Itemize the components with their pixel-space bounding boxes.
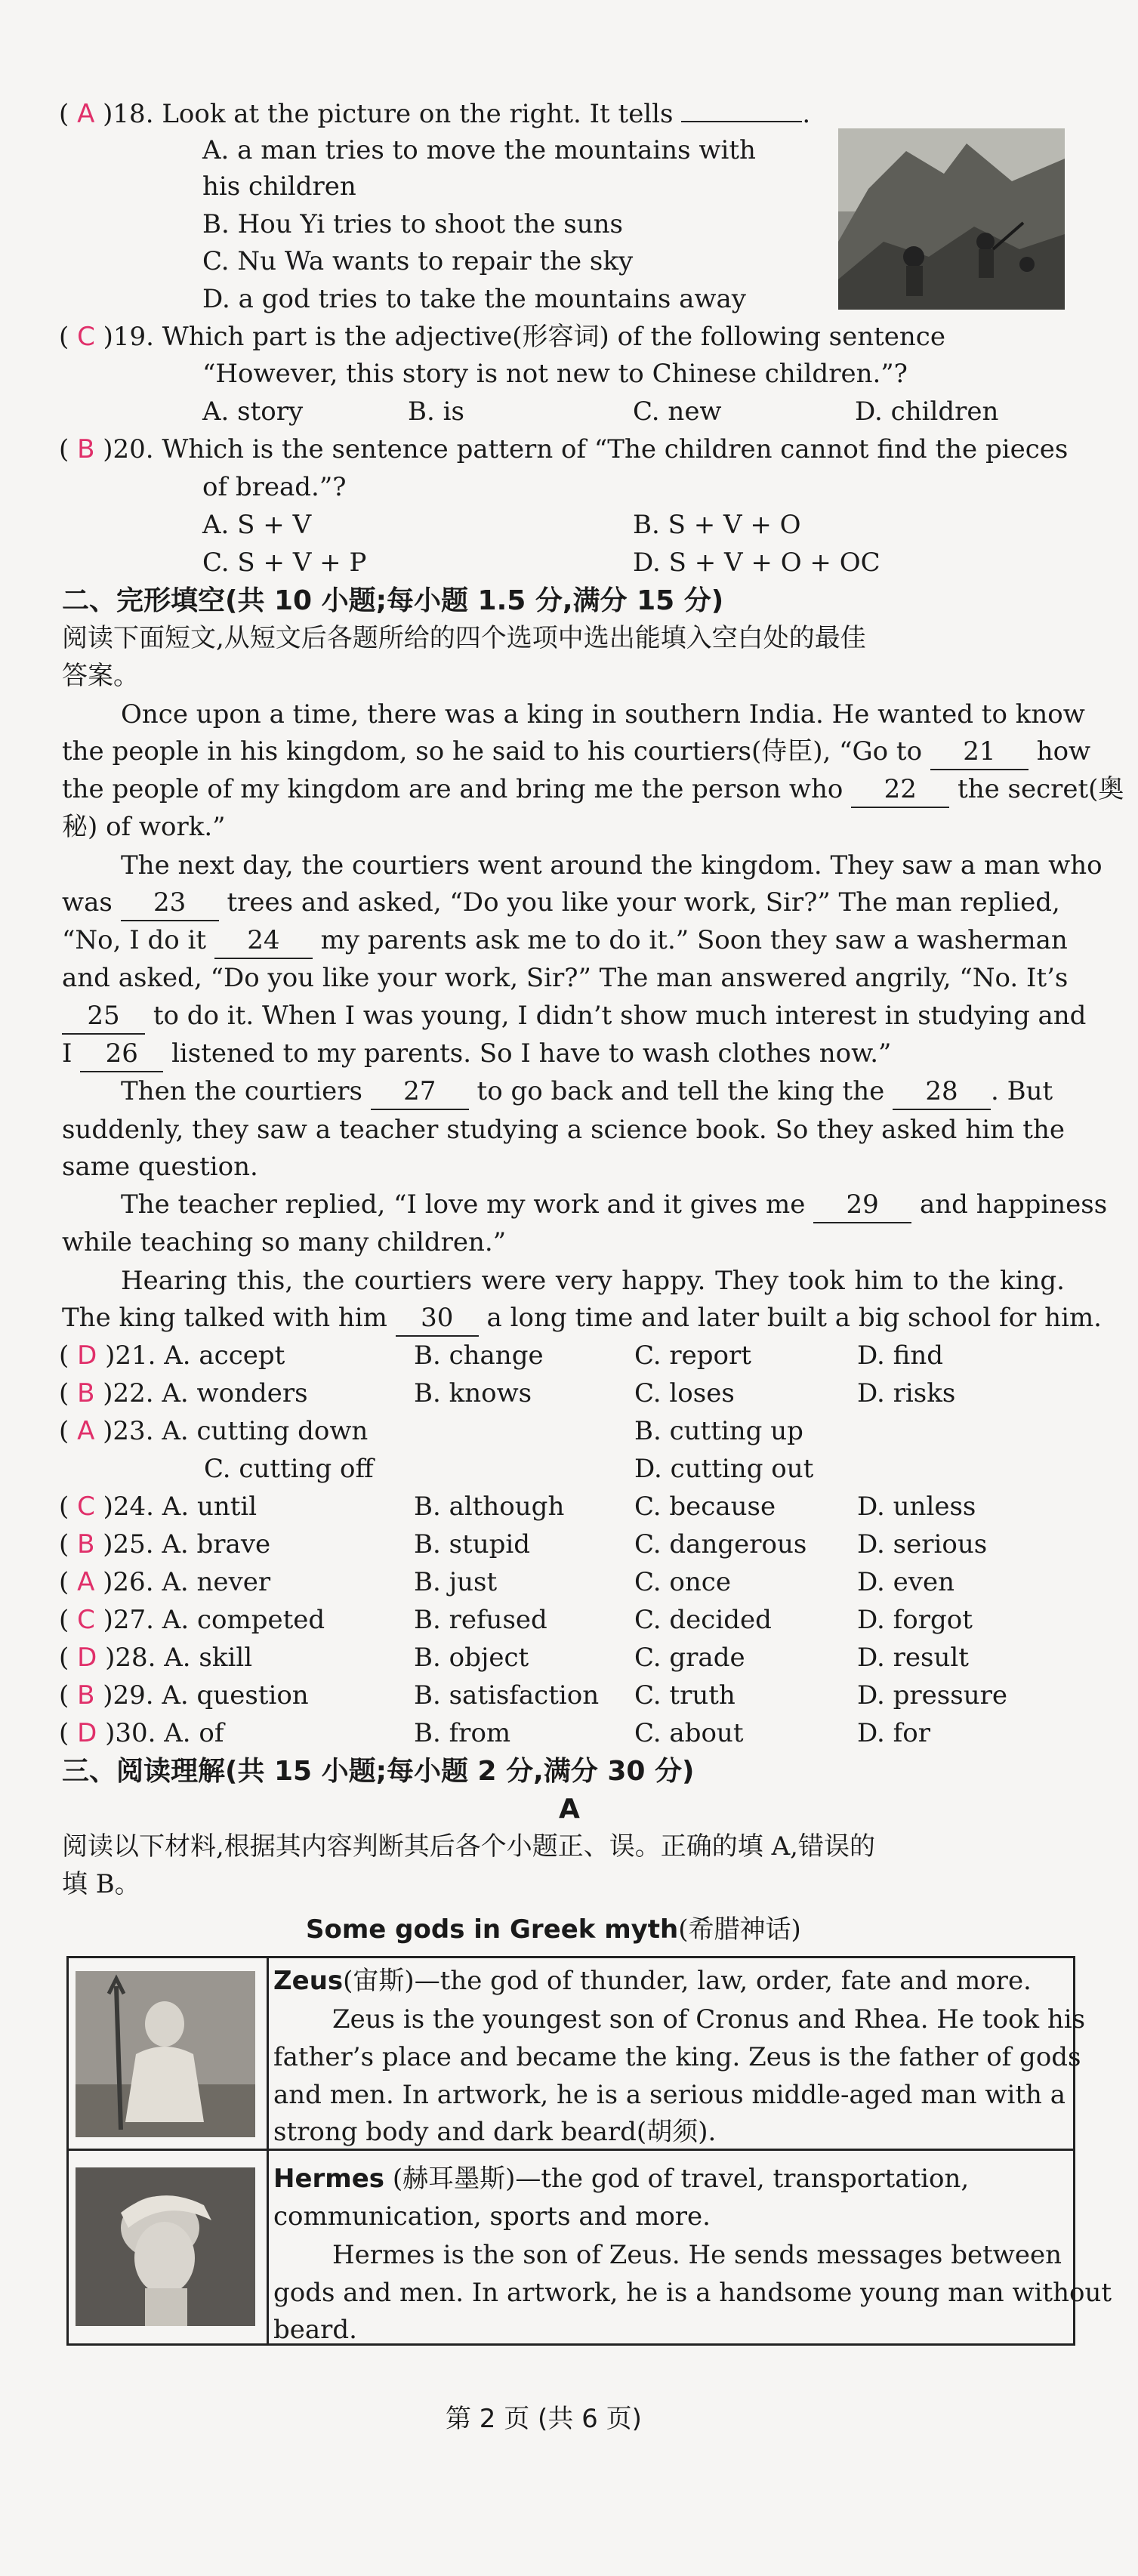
q18-option: C. Nu Wa wants to repair the sky: [202, 246, 634, 276]
choice-option: C. dangerous: [634, 1529, 807, 1559]
choice-option: B. change: [414, 1340, 544, 1371]
choice-option: C. grade: [634, 1643, 745, 1673]
choice-row-29: ( B )29. A. question: [59, 1680, 309, 1711]
choice-option: C. truth: [634, 1680, 736, 1711]
part-a-label: A: [559, 1794, 580, 1825]
q18-option: B. Hou Yi tries to shoot the suns: [202, 209, 623, 239]
passage-line: The next day, the courtiers went around the kingdom. They saw a man who: [121, 850, 1103, 881]
zeus-text: and men. In artwork, he is a serious middle-aged man with a: [273, 2080, 1066, 2110]
q19-option: A. story: [202, 396, 304, 427]
q18-option: his children: [202, 171, 356, 202]
choice-option: B. just: [414, 1567, 498, 1597]
choice-option: C. once: [634, 1567, 731, 1597]
yugong-picture: [838, 128, 1065, 310]
q18-option: A. a man tries to move the mountains with: [202, 135, 756, 165]
hermes-text: gods and men. In artwork, he is a handsome young man without: [273, 2278, 1112, 2308]
choice-row-21: ( D )21. A. accept: [59, 1340, 285, 1371]
section-3-instruction: 阅读以下材料,根据其内容判断其后各个小题正、误。正确的填 A,错误的: [62, 1831, 875, 1862]
choice-option: C. about: [634, 1718, 744, 1748]
choice-option: D. serious: [857, 1529, 988, 1559]
hermes-text: Hermes is the son of Zeus. He sends messages between: [332, 2240, 1062, 2270]
choice-option: C. because: [634, 1492, 776, 1522]
page-footer: 第 2 页 (共 6 页): [446, 2404, 642, 2434]
passage-line: the people of my kingdom are and bring me the person who 22 the secret(奥: [62, 772, 1124, 808]
section-2-instruction: 答案。: [62, 661, 139, 691]
q19-option: D. children: [855, 396, 999, 427]
zeus-text: Zeus is the youngest son of Cronus and Rhea. He took his: [332, 2004, 1086, 2035]
q18-option: D. a god tries to take the mountains away: [202, 284, 746, 314]
choice-row-30: ( D )30. A. of: [59, 1718, 224, 1748]
answer-18: A: [77, 99, 95, 129]
choice-row-26: ( A )26. A. never: [59, 1567, 271, 1597]
section-2-title: 二、完形填空(共 10 小题;每小题 1.5 分,满分 15 分): [62, 585, 724, 616]
section-2-instruction: 阅读下面短文,从短文后各题所给的四个选项中选出能填入空白处的最佳: [62, 623, 866, 653]
choice-option: B. from: [414, 1718, 511, 1748]
passage-line: I 26 listened to my parents. So I have to wash clothes now.”: [62, 1036, 891, 1072]
passage-line: The teacher replied, “I love my work and it gives me 29 and happiness: [121, 1187, 1107, 1223]
zeus-heading: Zeus(宙斯)—the god of thunder, law, order, fate and more.: [273, 1966, 1032, 1996]
answer-19: C: [77, 322, 95, 352]
passage-line: and asked, “Do you like your work, Sir?” The man answered angrily, “No. It’s: [62, 963, 1069, 993]
choice-option: C. report: [634, 1340, 751, 1371]
choice-option: B. knows: [414, 1378, 532, 1408]
choice-option: D. unless: [857, 1492, 976, 1522]
question-20: ( B )20. Which is the sentence pattern of “The children cannot find the pieces: [59, 434, 1069, 464]
q19-stem-cont: “However, this story is not new to Chinese children.”?: [202, 359, 908, 389]
table-title: Some gods in Greek myth(希腊神话): [306, 1914, 801, 1945]
passage-line: 秘) of work.”: [62, 812, 226, 842]
zeus-text: father’s place and became the king. Zeus is the father of gods: [273, 2042, 1081, 2072]
choice-option: D. even: [857, 1567, 955, 1597]
choice-option: B. stupid: [414, 1529, 531, 1559]
choice-row-25: ( B )25. A. brave: [59, 1529, 271, 1559]
question-19: ( C )19. Which part is the adjective(形容词) of the following sentence: [59, 322, 945, 352]
choice-option: D. for: [857, 1718, 930, 1748]
choice-option: B. cutting up: [634, 1416, 803, 1446]
section-3-title: 三、阅读理解(共 15 小题;每小题 2 分,满分 30 分): [62, 1756, 695, 1787]
q20-option: D. S + V + O + OC: [633, 548, 880, 578]
hermes-heading: Hermes (赫耳墨斯)—the god of travel, transportation,: [273, 2164, 970, 2194]
choice-option: D. cutting out: [634, 1454, 814, 1484]
q20-option: B. S + V + O: [633, 510, 801, 540]
q20-option: A. S + V: [202, 510, 312, 540]
passage-line: 25 to do it. When I was young, I didn’t show much interest in studying and: [62, 998, 1086, 1035]
choice-option: B. although: [414, 1492, 565, 1522]
choice-row-24: ( C )24. A. until: [59, 1492, 258, 1522]
passage-line: while teaching so many children.”: [62, 1227, 507, 1257]
choice-option: B. refused: [414, 1605, 547, 1635]
choice-row-23: ( A )23. A. cutting down: [59, 1416, 369, 1446]
answer-20: B: [77, 434, 95, 464]
passage-line: Once upon a time, there was a king in southern India. He wanted to know: [121, 699, 1085, 730]
q19-option: C. new: [633, 396, 722, 427]
passage-line: the people in his kingdom, so he said to his courtiers(侍臣), “Go to 21 how: [62, 734, 1065, 770]
passage-line: Hearing this, the courtiers were very happy. They took him to the king.: [121, 1266, 1065, 1296]
zeus-text: strong body and dark beard(胡须).: [273, 2117, 717, 2147]
choice-row-27: ( C )27. A. competed: [59, 1605, 325, 1635]
hermes-statue-image: [76, 2167, 255, 2326]
passage-line: “No, I do it 24 my parents ask me to do it.” Soon they saw a washerman: [62, 923, 1068, 959]
q20-option: C. S + V + P: [202, 548, 367, 578]
passage-line: was 23 trees and asked, “Do you like your work, Sir?” The man replied,: [62, 885, 1060, 921]
zeus-statue-image: [76, 1971, 255, 2137]
passage-line: The king talked with him 30 a long time and later built a big school for him.: [62, 1300, 1102, 1337]
passage-line: Then the courtiers 27 to go back and tell the king the 28 . But: [121, 1074, 1053, 1110]
choice-option: D. risks: [857, 1378, 956, 1408]
question-18: ( A )18. Look at the picture on the right. It tells .: [59, 99, 811, 129]
q19-option: B. is: [408, 396, 464, 427]
choice-option: D. result: [857, 1643, 969, 1673]
passage-line: suddenly, they saw a teacher studying a science book. So they asked him the: [62, 1115, 1065, 1145]
choice-option: C. decided: [634, 1605, 772, 1635]
choice-option: B. object: [414, 1643, 529, 1673]
choice-option: C. loses: [634, 1378, 735, 1408]
choice-option: D. find: [857, 1340, 944, 1371]
choice-option: D. pressure: [857, 1680, 1007, 1711]
choice-row-22: ( B )22. A. wonders: [59, 1378, 308, 1408]
passage-line: same question.: [62, 1152, 258, 1182]
section-3-instruction: 填 B。: [62, 1869, 140, 1899]
hermes-text: communication, sports and more.: [273, 2201, 711, 2232]
hermes-text: beard.: [273, 2315, 357, 2345]
choice-option: B. satisfaction: [414, 1680, 600, 1711]
choice-option: C. cutting off: [204, 1454, 374, 1484]
choice-option: D. forgot: [857, 1605, 973, 1635]
q20-stem-cont: of bread.”?: [202, 472, 347, 502]
choice-row-28: ( D )28. A. skill: [59, 1643, 253, 1673]
